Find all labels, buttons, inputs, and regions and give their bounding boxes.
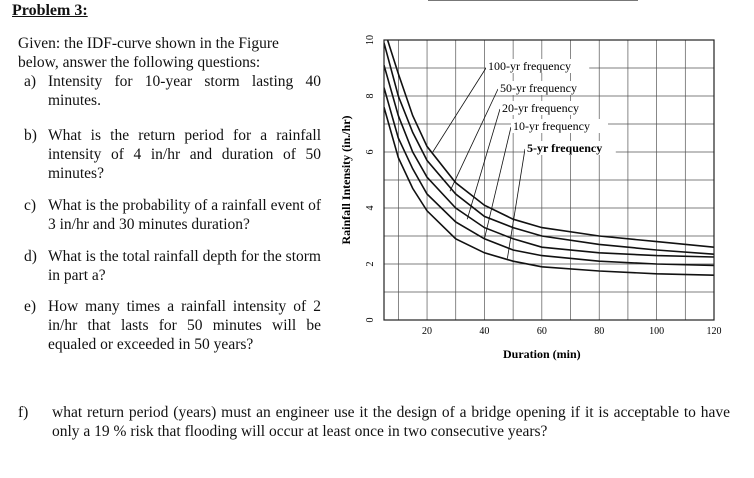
series-label: 10-yr frequency: [513, 119, 590, 133]
question-label: d): [24, 248, 37, 265]
question-a: [18, 72, 321, 110]
question-text: What is the total rainfall depth for the storm in part a?: [48, 248, 321, 284]
question-text: What is the probability of a rainfall event of 3 in/hr and 30 minutes duration?: [48, 197, 321, 233]
question-text: How many times a rainfall intensity of 2 in/hr that lasts for 50 minutes will be equaled or exceeded in 50 years?: [48, 298, 321, 353]
x-tick-label: 40: [479, 326, 490, 337]
question-text: what return period (years) must an engineer use it the design of a bridge opening if it is acceptable to have only a 19 % risk that flooding will occur at least once in two consecutive years?: [52, 404, 730, 440]
question-label: b): [24, 127, 37, 144]
series-leader-line: [433, 68, 486, 152]
x-tick-label: 80: [594, 326, 605, 337]
y-tick-label: 0: [365, 317, 376, 323]
question-label: a): [24, 73, 37, 90]
idf-chart: [330, 28, 734, 368]
x-tick-label: 60: [536, 326, 547, 337]
y-tick-label: 10: [365, 35, 376, 45]
question-label: c): [24, 197, 37, 214]
top-rule: [428, 0, 638, 1]
y-tick-label: 4: [365, 205, 376, 211]
series-label: 5-yr frequency: [527, 141, 603, 155]
series-label: 20-yr frequency: [502, 101, 579, 115]
problem-title: Problem 3:: [12, 2, 88, 19]
x-tick-label: 100: [649, 326, 665, 337]
series-label: 50-yr frequency: [500, 81, 577, 95]
x-axis-label: Duration (min): [502, 347, 581, 361]
question-label: f): [18, 404, 29, 421]
question-text: What is the return period for a rainfall intensity of 4 in/hr and duration of 50 minutes?: [48, 127, 321, 182]
question-text: Intensity for 10-year storm lasting 40 minutes.: [48, 73, 321, 109]
x-tick-label: 120: [706, 326, 722, 337]
x-tick-label: 20: [422, 326, 433, 337]
question-label: e): [24, 298, 37, 315]
y-tick-label: 8: [365, 93, 376, 99]
y-axis-label: Rainfall Intensity (in./hr): [339, 115, 353, 245]
question-d: [18, 247, 321, 285]
question-e: [18, 297, 321, 354]
question-b: [18, 126, 321, 183]
question-column: [18, 34, 321, 354]
y-tick-label: 6: [365, 149, 376, 155]
question-f: [18, 403, 730, 441]
question-c: [18, 196, 321, 234]
y-tick-label: 2: [365, 261, 376, 267]
series-leader-line: [467, 109, 500, 219]
series-label: 100-yr frequency: [488, 59, 571, 73]
given-statement: Given: the IDF-curve shown in the Figure below, answer the following questions:: [18, 35, 279, 71]
